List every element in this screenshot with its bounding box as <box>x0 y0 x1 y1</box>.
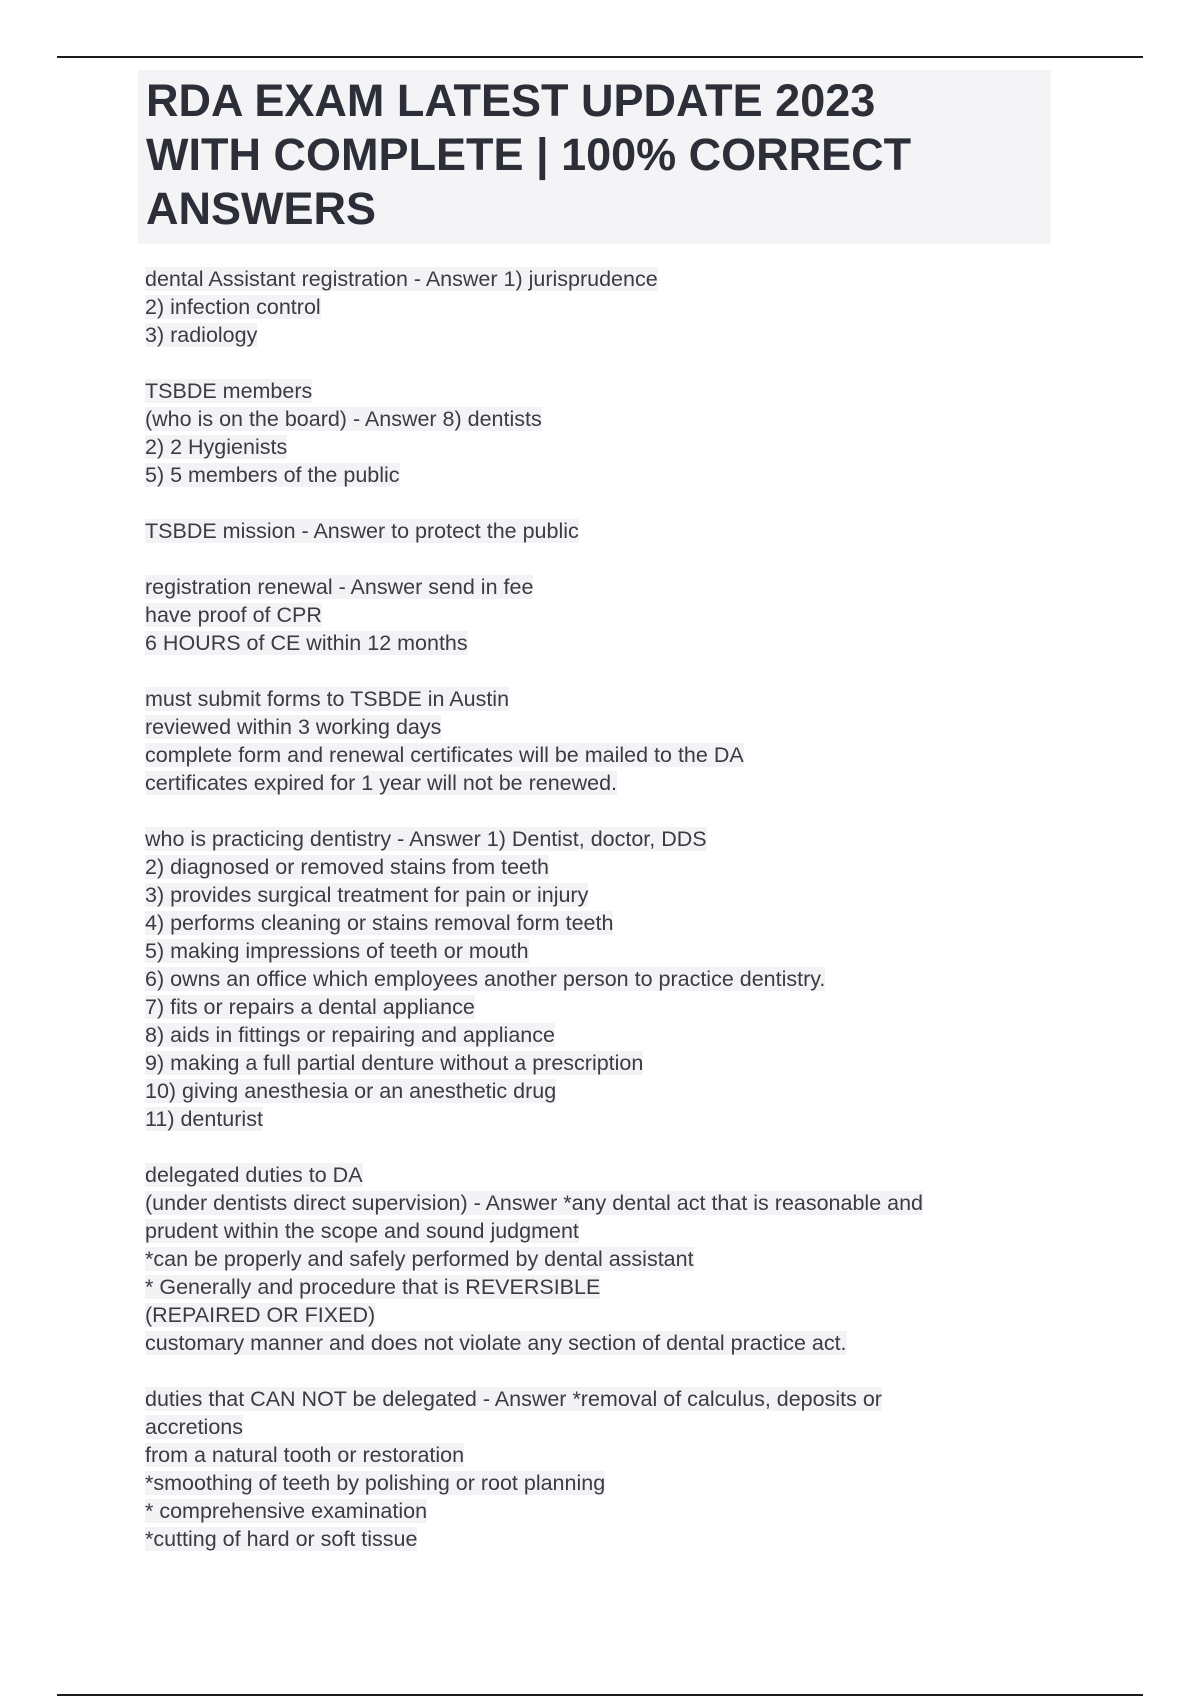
entry-line-text: who is practicing dentistry - Answer 1) Dentist, doctor, DDS <box>145 827 707 851</box>
entry-line-text: 2) infection control <box>145 295 321 319</box>
entry-line <box>145 1385 1045 1413</box>
entry-line <box>145 937 1045 965</box>
entry-line-text: 6) owns an office which employees another person to practice dentistry. <box>145 967 826 991</box>
entry-line <box>145 629 1045 657</box>
entry-line <box>145 517 1045 545</box>
entry-line <box>145 853 1045 881</box>
entry-line <box>145 405 1045 433</box>
entry-line <box>145 1245 1045 1273</box>
entry-line <box>145 265 1045 293</box>
qa-entry <box>145 517 1045 545</box>
entry-line <box>145 769 1045 797</box>
entry-line-text: certificates expired for 1 year will not be renewed. <box>145 771 618 795</box>
entry-line-text: 5) making impressions of teeth or mouth <box>145 939 529 963</box>
entry-line <box>145 1301 1045 1329</box>
entry-line <box>145 1329 1045 1357</box>
entry-line-text: duties that CAN NOT be delegated - Answer *removal of calculus, deposits or <box>145 1387 882 1411</box>
entry-line <box>145 741 1045 769</box>
entry-line-text: 9) making a full partial denture without a prescription <box>145 1051 644 1075</box>
entry-line-text: dental Assistant registration - Answer 1) jurisprudence <box>145 267 658 291</box>
entry-line-text: 3) provides surgical treatment for pain or injury <box>145 883 589 907</box>
entry-line-text: have proof of CPR <box>145 603 322 627</box>
entry-line-text: 2) 2 Hygienists <box>145 435 288 459</box>
title-line: WITH COMPLETE | 100% CORRECT <box>146 129 912 180</box>
entry-line-text: from a natural tooth or restoration <box>145 1443 465 1467</box>
entry-line-text: * comprehensive examination <box>145 1499 428 1523</box>
entry-line-text: 10) giving anesthesia or an anesthetic drug <box>145 1079 557 1103</box>
entry-line <box>145 293 1045 321</box>
entry-line-text: 3) radiology <box>145 323 258 347</box>
entry-line <box>145 909 1045 937</box>
qa-entry <box>145 685 1045 797</box>
entry-line-text: registration renewal - Answer send in fee <box>145 575 534 599</box>
entry-line-text: (REPAIRED OR FIXED) <box>145 1303 376 1327</box>
entry-line-text: TSBDE mission - Answer to protect the public <box>145 519 579 543</box>
entry-line <box>145 1273 1045 1301</box>
entry-line-text: 7) fits or repairs a dental appliance <box>145 995 475 1019</box>
entry-line <box>145 1189 1045 1217</box>
entry-line <box>145 713 1045 741</box>
entry-line-text: *cutting of hard or soft tissue <box>145 1527 418 1551</box>
entry-line <box>145 1049 1045 1077</box>
entry-line <box>145 993 1045 1021</box>
entry-line-text: *smoothing of teeth by polishing or root planning <box>145 1471 606 1495</box>
entry-line <box>145 433 1045 461</box>
entry-line <box>145 1441 1045 1469</box>
entry-line-text: 5) 5 members of the public <box>145 463 400 487</box>
entry-line <box>145 1217 1045 1245</box>
title-line: ANSWERS <box>146 183 377 234</box>
entry-line <box>145 1077 1045 1105</box>
document-title <box>138 70 1051 244</box>
entry-line-text: TSBDE members <box>145 379 313 403</box>
qa-entry <box>145 265 1045 349</box>
qa-entry <box>145 573 1045 657</box>
entry-line-text: 6 HOURS of CE within 12 months <box>145 631 468 655</box>
entry-line-text: (under dentists direct supervision) - Answer *any dental act that is reasonable and <box>145 1191 924 1215</box>
entry-line <box>145 573 1045 601</box>
entry-line-text: *can be properly and safely performed by dental assistant <box>145 1247 694 1271</box>
qa-entry <box>145 1161 1045 1357</box>
entry-line <box>145 377 1045 405</box>
entry-line <box>145 965 1045 993</box>
entry-line <box>145 461 1045 489</box>
entry-line-text: accretions <box>145 1415 243 1439</box>
entry-line <box>145 601 1045 629</box>
document-body <box>145 265 1045 1581</box>
entry-line-text: prudent within the scope and sound judgment <box>145 1219 579 1243</box>
entry-line-text: (who is on the board) - Answer 8) dentists <box>145 407 542 431</box>
qa-entry <box>145 825 1045 1133</box>
entry-line <box>145 1413 1045 1441</box>
entry-line-text: reviewed within 3 working days <box>145 715 442 739</box>
entry-line-text: 11) denturist <box>145 1107 263 1131</box>
entry-line-text: 8) aids in fittings or repairing and appliance <box>145 1023 555 1047</box>
entry-line <box>145 825 1045 853</box>
qa-entry <box>145 1385 1045 1553</box>
entry-line-text: delegated duties to DA <box>145 1163 363 1187</box>
entry-line-text: customary manner and does not violate any section of dental practice act. <box>145 1331 847 1355</box>
entry-line-text: * Generally and procedure that is REVERSIBLE <box>145 1275 601 1299</box>
entry-line-text: must submit forms to TSBDE in Austin <box>145 687 510 711</box>
qa-entry <box>145 377 1045 489</box>
entry-line <box>145 1105 1045 1133</box>
entry-line <box>145 1161 1045 1189</box>
bottom-rule <box>57 1694 1143 1696</box>
entry-line <box>145 685 1045 713</box>
entry-line <box>145 881 1045 909</box>
entry-line <box>145 1021 1045 1049</box>
top-rule <box>57 56 1143 58</box>
entry-line <box>145 321 1045 349</box>
entry-line <box>145 1469 1045 1497</box>
entry-line <box>145 1497 1045 1525</box>
entry-line <box>145 1525 1045 1553</box>
entry-line-text: 2) diagnosed or removed stains from teeth <box>145 855 549 879</box>
entry-line-text: complete form and renewal certificates will be mailed to the DA <box>145 743 744 767</box>
title-line: RDA EXAM LATEST UPDATE 2023 <box>146 75 876 126</box>
entry-line-text: 4) performs cleaning or stains removal form teeth <box>145 911 614 935</box>
